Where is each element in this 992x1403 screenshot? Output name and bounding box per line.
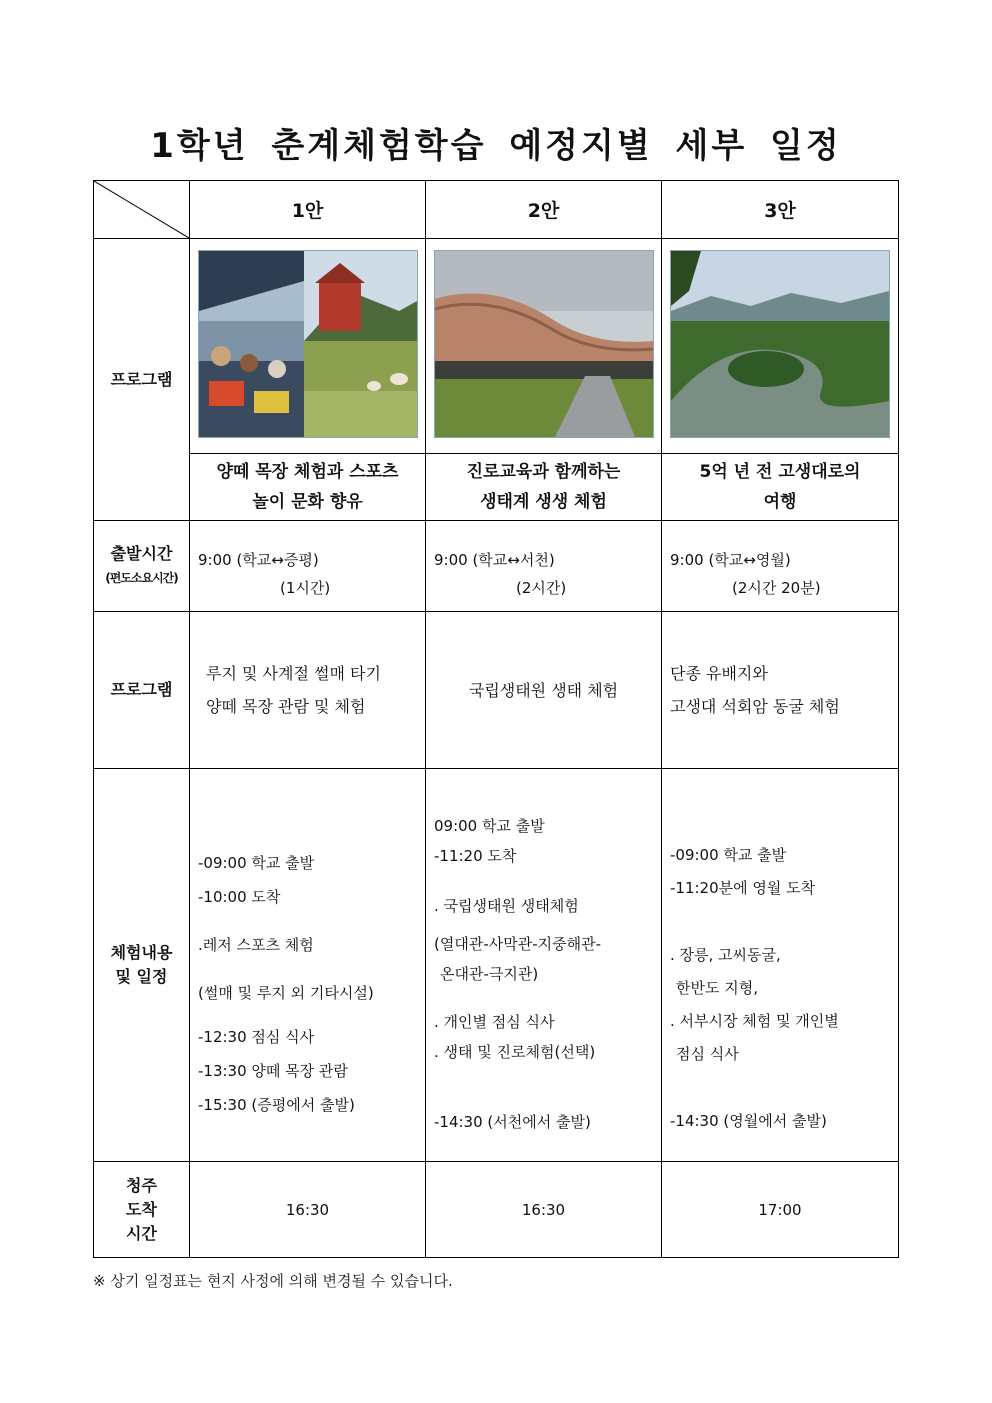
schedule-item: 한반도 지형, xyxy=(676,978,758,997)
detail-label-2: 및 일정 xyxy=(115,967,168,986)
row-header-arrival xyxy=(94,1162,190,1258)
departure-time: 9:00 (학교↔증평) xyxy=(198,551,319,569)
ranch-sports-photo xyxy=(199,251,417,437)
arrival-label-3: 시간 xyxy=(126,1223,157,1243)
detail-plan-1 xyxy=(190,769,426,1162)
schedule-item: . 개인별 점심 식사 xyxy=(434,1013,555,1031)
program-line: 루지 및 사계절 썰매 타기 xyxy=(206,664,381,683)
departure-time: 9:00 (학교↔서천) xyxy=(434,551,555,569)
schedule-item: 09:00 학교 출발 xyxy=(434,817,545,835)
departure-duration: (1시간) xyxy=(280,579,331,597)
row-header-detail xyxy=(94,769,190,1162)
detail-plan-2 xyxy=(426,769,662,1162)
program-name-line-1: 5억 년 전 고생대로의 xyxy=(699,462,861,482)
column-header-plan-1: 1안 xyxy=(190,181,426,239)
arrival-plan-2: 16:30 xyxy=(426,1162,662,1258)
program-name-row xyxy=(94,454,899,521)
schedule-item: -14:30 (서천에서 출발) xyxy=(434,1113,591,1131)
arrival-label-1: 청주 xyxy=(126,1175,157,1195)
schedule-item: (썰매 및 루지 외 기타시설) xyxy=(198,984,374,1002)
schedule-item: . 생태 및 진로체험(선택) xyxy=(434,1043,596,1061)
arrival-row xyxy=(94,1162,899,1258)
detail-plan-3 xyxy=(662,769,899,1162)
program-name-line-2: 생태계 생생 체험 xyxy=(480,492,607,512)
schedule-item: -12:30 점심 식사 xyxy=(198,1028,315,1046)
departure-time: 9:00 (학교↔영월) xyxy=(670,551,791,569)
page-title: 1학년 춘계체험학습 예정지별 세부 일정 xyxy=(150,126,842,166)
departure-duration: (2시간) xyxy=(516,579,567,597)
photo-cell-plan-3 xyxy=(662,239,899,454)
departure-plan-1 xyxy=(190,521,426,612)
river-landscape-photo xyxy=(671,251,889,437)
schedule-item: . 장릉, 고씨동굴, xyxy=(670,945,781,964)
row-header-program: 프로그램 xyxy=(94,612,190,769)
schedule-item: . 서부시장 체험 및 개인별 xyxy=(670,1011,839,1030)
schedule-item: -11:20 도착 xyxy=(434,847,517,865)
diagonal-line xyxy=(94,181,189,238)
row-header-departure xyxy=(94,521,190,612)
column-header-plan-3: 3안 xyxy=(662,181,899,239)
schedule-item: -14:30 (영월에서 출발) xyxy=(670,1111,827,1130)
departure-row xyxy=(94,521,899,612)
program-line: 양떼 목장 관람 및 체험 xyxy=(206,697,366,716)
schedule-item: 점심 식사 xyxy=(676,1044,739,1063)
schedule-item: -15:30 (증평에서 출발) xyxy=(198,1096,355,1114)
departure-plan-3 xyxy=(662,521,899,612)
schedule-item: . 국립생태원 생태체험 xyxy=(434,897,579,915)
schedule-item: -11:20분에 영월 도착 xyxy=(670,878,816,897)
program-line: 단종 유배지와 xyxy=(670,664,768,683)
ecology-center-photo xyxy=(435,251,653,437)
program-line: 고생대 석회암 동굴 체험 xyxy=(670,697,840,716)
photo-cell-plan-1 xyxy=(190,239,426,454)
arrival-plan-1: 16:30 xyxy=(190,1162,426,1258)
departure-plan-2 xyxy=(426,521,662,612)
detail-row xyxy=(94,769,899,1162)
program-name-plan-1 xyxy=(190,454,426,521)
row-header-program-photo: 프로그램 xyxy=(94,239,190,521)
photo-row xyxy=(94,239,899,454)
column-header-plan-2: 2안 xyxy=(426,181,662,239)
photo-cell-plan-2 xyxy=(426,239,662,454)
header-row xyxy=(94,181,899,239)
schedule-item: -09:00 학교 출발 xyxy=(198,854,315,872)
schedule-item: 온대관-극지관) xyxy=(440,965,539,983)
schedule-item: (열대관-사막관-지중해관- xyxy=(434,935,601,953)
program-name-line-2: 여행 xyxy=(763,492,797,512)
arrival-plan-3: 17:00 xyxy=(662,1162,899,1258)
program-name-line-2: 놀이 문화 향유 xyxy=(252,492,363,512)
program-plan-2 xyxy=(426,612,662,769)
program-name-line-1: 양떼 목장 체험과 스포츠 xyxy=(216,462,399,482)
departure-label: 출발시간 xyxy=(110,544,173,563)
program-name-plan-2 xyxy=(426,454,662,521)
departure-duration: (2시간 20분) xyxy=(732,579,821,597)
schedule-item: -13:30 양떼 목장 관람 xyxy=(198,1062,348,1080)
footnote: ※ 상기 일정표는 현지 사정에 의해 변경될 수 있습니다. xyxy=(93,1272,453,1290)
program-row xyxy=(94,612,899,769)
program-name-plan-3 xyxy=(662,454,899,521)
program-plan-3 xyxy=(662,612,899,769)
program-line: 국립생태원 생태 체험 xyxy=(468,680,619,700)
program-name-line-1: 진로교육과 함께하는 xyxy=(466,462,621,482)
corner-cell xyxy=(94,181,190,239)
schedule-item: -10:00 도착 xyxy=(198,888,281,906)
departure-sub-label: (편도소요시간) xyxy=(105,571,178,585)
schedule-table xyxy=(93,180,899,1258)
schedule-item: .레저 스포츠 체험 xyxy=(198,936,314,954)
schedule-item: -09:00 학교 출발 xyxy=(670,845,787,864)
arrival-label-2: 도착 xyxy=(126,1199,157,1219)
detail-label-1: 체험내용 xyxy=(110,943,173,962)
program-plan-1 xyxy=(190,612,426,769)
